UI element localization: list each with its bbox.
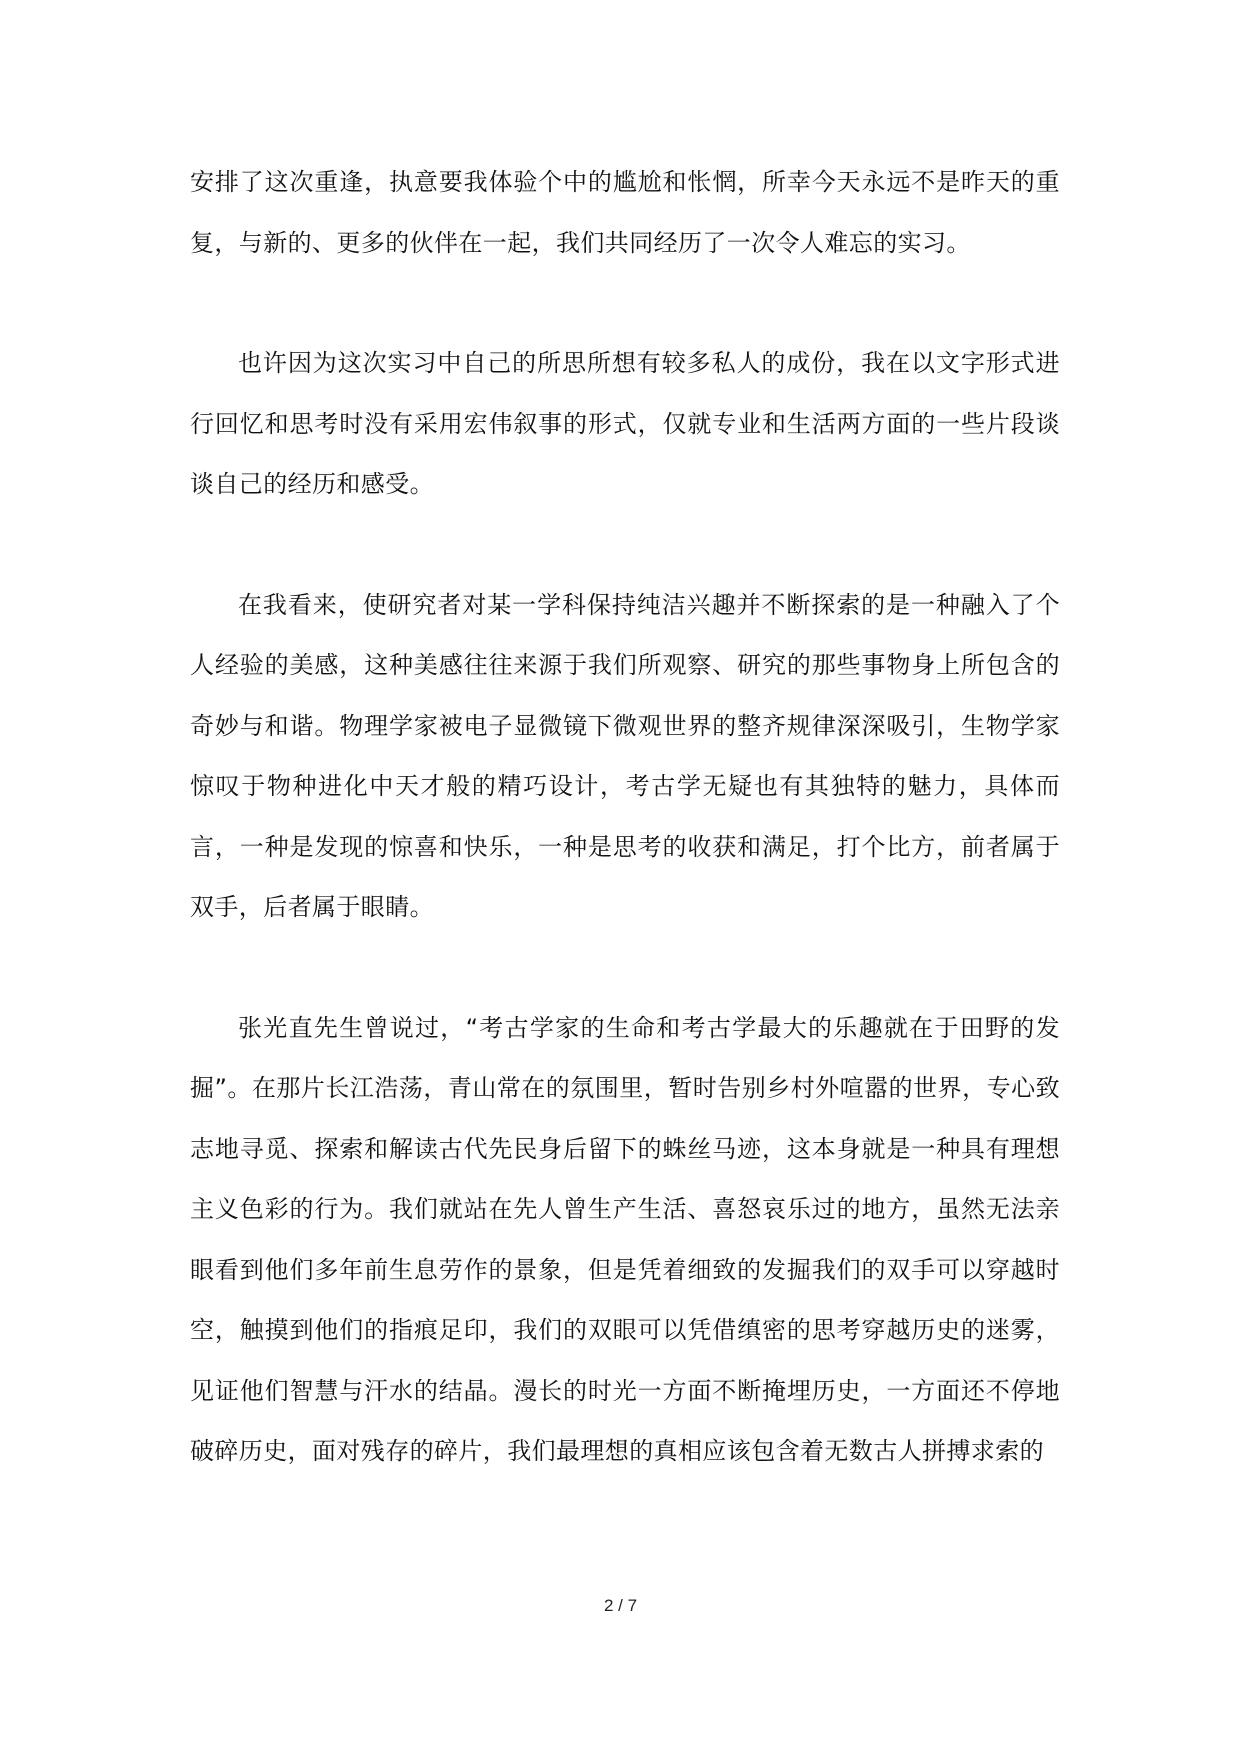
paragraph-gap [190,515,1060,575]
paragraph-gap [190,273,1060,333]
paragraph-continuation: 安排了这次重逢，执意要我体验个中的尴尬和怅惘，所幸今天永远不是昨天的重复，与新的、更多的伙伴在一起，我们共同经历了一次令人难忘的实习。 [190,168,1060,257]
paragraph: 也许因为这次实习中自己的所思所想有较多私人的成份，我在以文字形式进行回忆和思考时没有采用宏伟叙事的形式，仅就专业和生活两方面的一些片段谈谈自己的经历和感受。 [190,349,1060,498]
document-body [190,152,1060,1482]
paragraph-gap [190,938,1060,998]
paragraph: 在我看来，使研究者对某一学科保持纯洁兴趣并不断探索的是一种融入了个人经验的美感，这种美感往往来源于我们所观察、研究的那些事物身上所包含的奇妙与和谐。物理学家被电子显微镜下微观世界的整齐规律深深吸引，生物学家惊叹于物种进化中天才般的精巧设计，考古学无疑也有其独特的魅力，具体而言，一种是发现的惊喜和快乐，一种是思考的收获和满足，打个比方，前者属于双手，后者属于眼睛。 [190,590,1060,921]
page-number: 2 / 7 [603,1596,638,1615]
paragraph: 张光直先生曾说过，“考古学家的生命和考古学最大的乐趣就在于田野的发掘”。在那片长江浩荡，青山常在的氛围里，暂时告别乡村外喧嚣的世界，专心致志地寻觅、探索和解读古代先民身后留下的蛛丝马迹，这本身就是一种具有理想主义色彩的行为。我们就站在先人曾生产生活、喜怒哀乐过的地方，虽然无法亲眼看到他们多年前生息劳作的景象，但是凭着细致的发掘我们的双手可以穿越时空，触摸到他们的指痕足印，我们的双眼可以凭借缜密的思考穿越历史的迷雾，见证他们智慧与汗水的结晶。漫长的时光一方面不断掩埋历史，一方面还不停地破碎历史，面对残存的碎片，我们最理想的真相应该包含着无数古人拼搏求索的 [190,1013,1060,1465]
